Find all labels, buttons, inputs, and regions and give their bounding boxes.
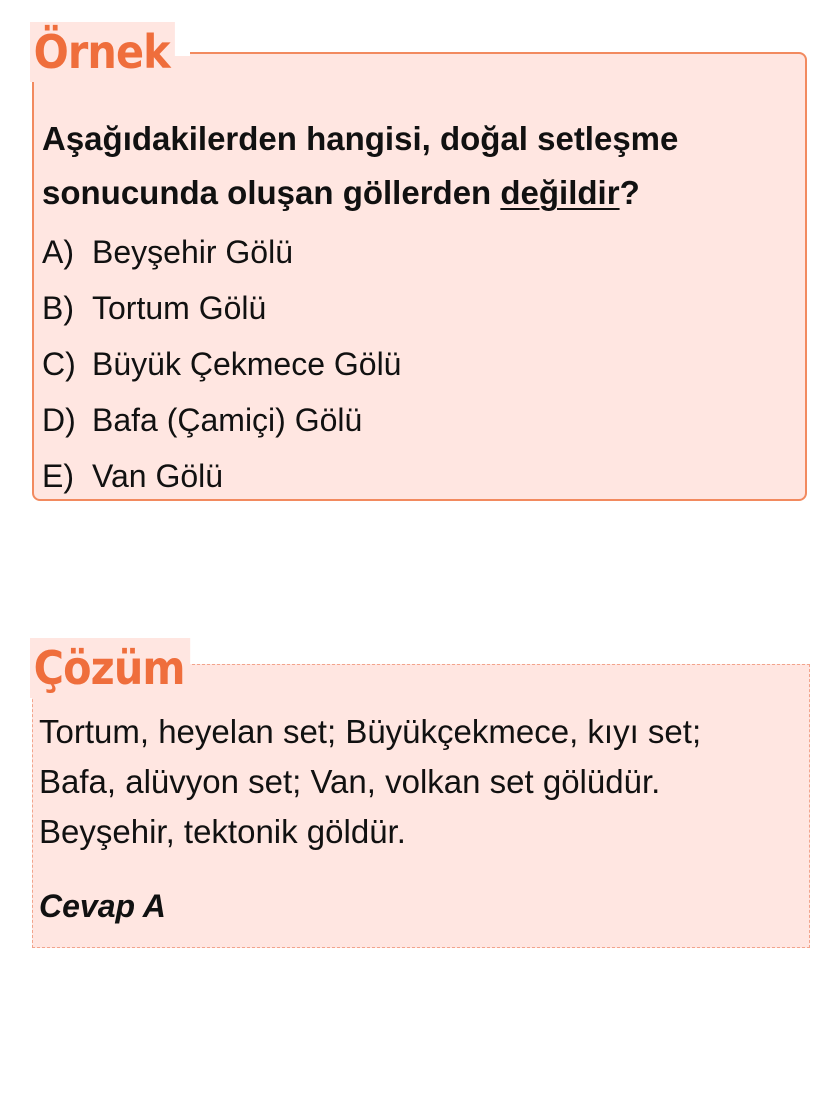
- option-e[interactable]: [42, 448, 401, 504]
- solution-line-2: Bafa, alüvyon set; Van, volkan set gölüdür.: [39, 763, 661, 800]
- option-d[interactable]: [42, 392, 401, 448]
- answer-text: Cevap A: [39, 888, 166, 924]
- option-letter: C): [42, 346, 76, 382]
- option-text: Tortum Gölü: [92, 290, 267, 326]
- solution-box: [32, 664, 810, 948]
- solution-line-1: Tortum, heyelan set; Büyükçekmece, kıyı set;: [39, 713, 702, 750]
- option-a[interactable]: [42, 224, 401, 280]
- option-text: Bafa (Çamiçi) Gölü: [92, 402, 363, 438]
- option-letter: A): [42, 234, 74, 270]
- question-text: [42, 112, 782, 220]
- option-b[interactable]: [42, 280, 401, 336]
- option-letter: B): [42, 290, 74, 326]
- solution-text: [39, 707, 809, 857]
- example-heading: Örnek: [30, 22, 175, 82]
- solution-heading: Çözüm: [30, 638, 190, 698]
- solution-line-3: Beyşehir, tektonik göldür.: [39, 813, 406, 850]
- option-text: Beyşehir Gölü: [92, 234, 293, 270]
- question-main: Aşağıdakilerden hangisi, doğal setleşme sonucunda oluşan göllerden: [42, 120, 679, 211]
- option-text: Büyük Çekmece Gölü: [92, 346, 402, 382]
- option-letter: D): [42, 402, 76, 438]
- question-mark: ?: [619, 174, 640, 211]
- option-letter: E): [42, 458, 74, 494]
- option-text: Van Gölü: [92, 458, 224, 494]
- example-box: [32, 52, 807, 501]
- option-c[interactable]: [42, 336, 401, 392]
- answer-options: [42, 224, 401, 504]
- question-emphasis: değildir: [500, 174, 620, 211]
